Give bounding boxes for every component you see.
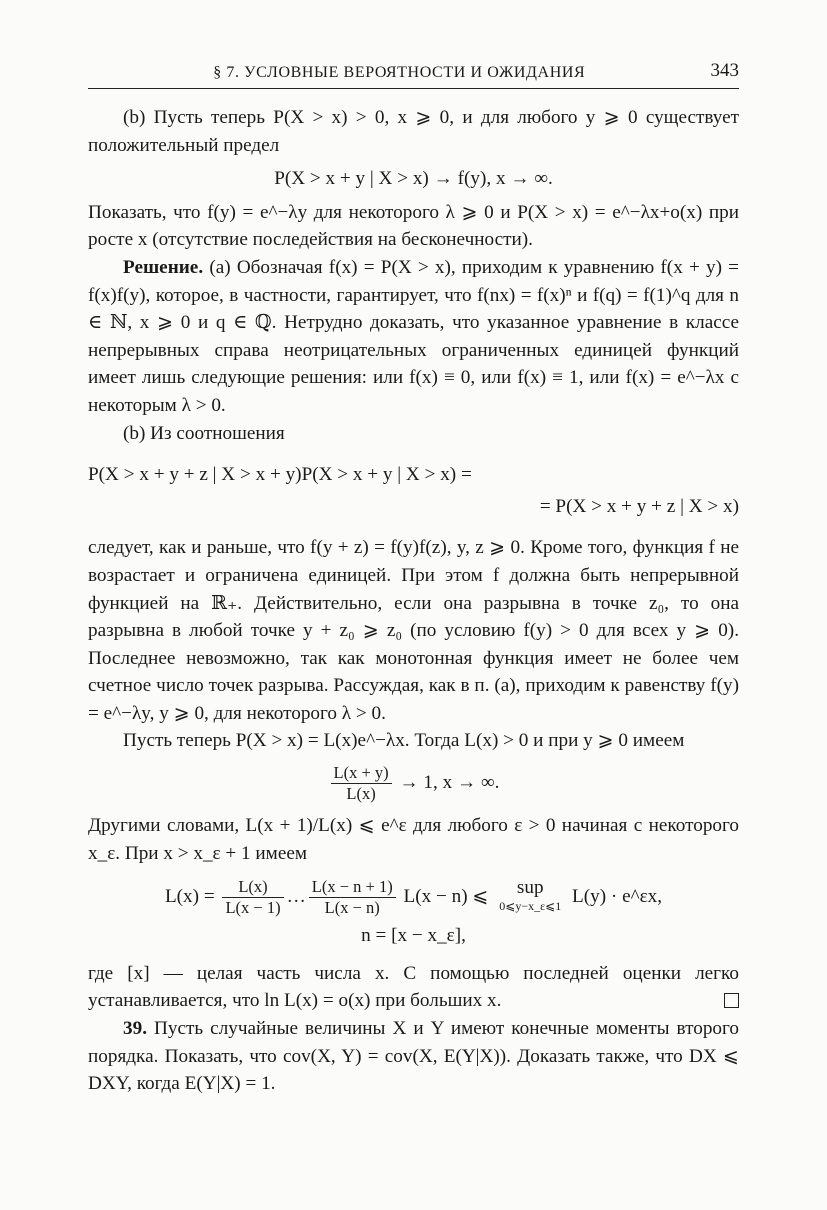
paragraph-let-now: Пусть теперь P(X > x) = L(x)e^−λx. Тогда L(x) > 0 и при y ⩾ 0 имеем [123, 730, 685, 752]
supremum-range: 0⩽y−x_ε⩽1 [499, 899, 562, 914]
supremum-label: sup [516, 877, 544, 899]
telescoping-dots: … [286, 886, 306, 908]
ratio-denominator: L(x) [346, 784, 376, 804]
equation-telescoping [88, 877, 739, 918]
paragraph-solution-a [88, 254, 739, 420]
equation-n-definition: n = [x − x_ε], [361, 925, 466, 947]
ratio-fraction [331, 763, 392, 804]
telescoping-fraction-1 [222, 877, 283, 918]
equation-ratio-limit [88, 763, 739, 804]
paragraph-show-that: Показать, что f(y) = e^−λy для некоторого λ ⩾ 0 и P(X > x) = e^−λx+o(x) при росте x (отсутствие последействия на бесконечности). [88, 201, 739, 251]
equation-limit: P(X > x + y | X > x) → f(y), x → ∞. [274, 168, 553, 190]
paragraph-conclusion [88, 960, 739, 1015]
equation-relation-line1: P(X > x + y + z | X > x + y)P(X > x + y | X > x) = [88, 464, 472, 486]
paragraph-solution-b-intro: (b) Из соотношения [123, 422, 285, 444]
solution-a-text: (a) Обозначая f(x) = P(X > x), приходим к уравнению f(x + y) = f(x)f(y), которое, в частности, гарантирует, что f(nx) = f(x)ⁿ и f(q) = f(1)^q для n ∈ ℕ, x ⩾ 0 и q ∈ ℚ. Нетрудно доказать, что указанное уравнение в классе непрерывных справа неотрицательных ограниченных единицей функций имеет лишь следующие решения: или f(x) ≡ 0, или f(x) ≡ 1, или f(x) = e^−λx с некоторым λ > 0. [88, 256, 739, 416]
page-content [88, 104, 739, 1098]
telescoping-fraction-2 [309, 877, 396, 918]
solution-label: Решение. [123, 256, 204, 278]
problem-number: 39. [123, 1018, 147, 1040]
paragraph-part-b: (b) Пусть теперь P(X > x) > 0, x ⩾ 0, и для любого y ⩾ 0 существует положительный предел [88, 107, 739, 156]
running-title: § 7. УСЛОВНЫЕ ВЕРОЯТНОСТИ И ОЖИДАНИЯ [213, 64, 586, 81]
supremum-operator [499, 877, 561, 913]
fraction-2-numerator: L(x − n + 1) [309, 877, 396, 898]
fraction-2-denominator: L(x − n) [324, 898, 380, 918]
qed-square-icon [724, 993, 739, 1008]
telescoping-rhs: L(y) · e^εx, [572, 886, 663, 908]
page-number: 343 [710, 60, 739, 81]
telescoping-middle: L(x − n) ⩽ [403, 886, 489, 908]
telescoping-lhs: L(x) = [164, 886, 215, 908]
paragraph-in-other-words: Другими словами, L(x + 1)/L(x) ⩽ e^ε для любого ε > 0 начиная с некоторого x_ε. При x > x_ε + 1 имеем [88, 815, 739, 864]
fraction-1-denominator: L(x − 1) [225, 898, 281, 918]
problem-39-text: Пусть случайные величины X и Y имеют конечные моменты второго порядка. Показать, что cov(X, Y) = cov(X, E(Y|X)). Доказать также, что DX ⩽ DXY, когда E(Y|X) = 1. [88, 1018, 739, 1095]
conclusion-text: где [x] — целая часть числа x. С помощью последней оценки легко устанавливается, что ln L(x) = o(x) при больших x. [88, 962, 739, 1012]
running-header [88, 58, 739, 89]
paragraph-problem-39 [88, 1015, 739, 1098]
fraction-1-numerator: L(x) [222, 877, 283, 898]
ratio-limit-rest: → 1, x → ∞. [399, 771, 500, 793]
ratio-numerator: L(x + y) [331, 763, 392, 784]
equation-relation-line2: = P(X > x + y + z | X > x) [539, 495, 739, 517]
paragraph-solution-b: следует, как и раньше, что f(y + z) = f(y)f(z), y, z ⩾ 0. Кроме того, функция f не возрастает и ограничена единицей. При этом f должна быть непрерывной функцией на ℝ₊. Действительно, если она разрывна в точке z₀, то она разрывна в любой точке y + z₀ ⩾ z₀ (по условию f(y) > 0 для всех y ⩾ 0). Последнее невозможно, так как монотонная функция имеет не более чем счетное число точек разрыва. Рассуждая, как в п. (a), приходим к равенству f(y) = e^−λy, y ⩾ 0, для некоторого λ > 0. [88, 537, 739, 724]
